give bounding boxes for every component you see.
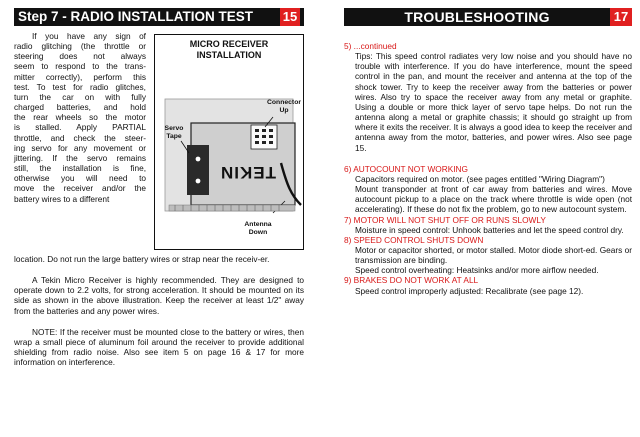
intro-line: otherwise you will need to bbox=[14, 173, 146, 184]
antenna-down-label bbox=[233, 221, 283, 237]
intro-line: If you have any sign of bbox=[32, 31, 146, 41]
item-6-text-2: Mount transponder at front of car away from batteries and wires. Move autocount pickup to a place on the track where throttle is wide open (not accelerating). If these do not fix the problem, go to new autocount system. bbox=[355, 184, 632, 215]
intro-line: throttle, and check the steer- bbox=[14, 132, 146, 143]
intro-line: jittering. If the servo remains bbox=[14, 152, 146, 163]
troubleshooting-title: TROUBLESHOOTING bbox=[404, 9, 550, 25]
antenna-label-line: Antenna bbox=[244, 221, 272, 228]
item-9 bbox=[344, 275, 632, 295]
right-page bbox=[344, 8, 632, 296]
item-6 bbox=[344, 164, 632, 215]
intro-line: test. To test for radio glitches, bbox=[14, 81, 146, 92]
item-8 bbox=[344, 235, 632, 276]
item-7-heading: 7) MOTOR WILL NOT SHUT OFF OR RUNS SLOWLY bbox=[344, 214, 546, 225]
intro-line: battery wires to a different bbox=[14, 193, 110, 204]
intro-line: charged batteries, and hold bbox=[14, 102, 146, 113]
servo-tape-label bbox=[159, 125, 189, 141]
page-number-15: 15 bbox=[280, 8, 300, 26]
receiver-drawing bbox=[155, 35, 304, 250]
item-5 bbox=[344, 41, 632, 153]
intro-line: ing servo for any movement or bbox=[14, 142, 146, 153]
item-9-heading: 9) BRAKES DO NOT WORK AT ALL bbox=[344, 275, 479, 286]
intro-line: the rear wheels so the motor bbox=[14, 112, 146, 123]
servo-label-line: Tape bbox=[166, 133, 182, 140]
item-8-text-1: Motor or capacitor shorted, or motor stalled. Motor diode short-ed. Gears or transmission are binding. bbox=[355, 244, 632, 266]
antenna-label-line: Down bbox=[248, 229, 268, 236]
illustration-title-line: INSTALLATION bbox=[196, 50, 262, 60]
item-5-heading: 5) ...continued bbox=[344, 41, 397, 51]
item-6-heading: 6) AUTOCOUNT NOT WORKING bbox=[344, 163, 469, 174]
intro-line: is stalled. Apply PARTIAL bbox=[14, 122, 146, 133]
connector-up-label bbox=[263, 99, 304, 115]
note-paragraph: NOTE: If the receiver must be mounted close to the battery or wires, then wrap a small piece of aluminum foil around the receiver to provide additional shielding from radio noise. Also see item 5 on page 16 & 17 for more information on interference. bbox=[14, 326, 304, 368]
troubleshooting-header bbox=[344, 8, 632, 26]
item-5-text: Tips: This speed control radiates very low noise and you should have no trouble with interference. If you do have interference, mount the speed control in the pan, and mount the receiver and antenna at the top of the shock tower. Try to keep the receiver away from the batteries or power wires. Also try to space the receiver away from any metal or graphite. Using a double or more thick layer of servo tape helps. Do not run the antenna along a metal or graphite chassis; it should go straight up from where it exits the receiver. It is always a good idea to keep the receiver and antenna away from the motor, batteries, and power wires. Also see page 15. bbox=[355, 51, 632, 153]
intro-line: steering does not always bbox=[14, 51, 146, 62]
item-8-text-2: Speed control overheating: Heatsinks and/or more airflow needed. bbox=[355, 265, 599, 276]
step-7-title: Step 7 - RADIO INSTALLATION TEST bbox=[18, 9, 253, 24]
chassis-edge bbox=[169, 205, 295, 211]
illustration-title-line: MICRO RECEIVER bbox=[189, 39, 269, 49]
item-7 bbox=[344, 215, 632, 235]
intro-line: radio glitching (the throttle or bbox=[14, 41, 146, 52]
connector-pins bbox=[255, 129, 273, 144]
intro-line: seem to respond to the trans- bbox=[14, 61, 146, 72]
tekin-logo bbox=[217, 163, 279, 181]
item-8-heading: 8) SPEED CONTROL SHUTS DOWN bbox=[344, 234, 484, 245]
item-9-text: Speed control improperly adjusted: Recalibrate (see page 12). bbox=[355, 285, 584, 296]
intro-line: turn the car on with fully bbox=[14, 91, 146, 102]
intro-text bbox=[14, 31, 146, 204]
intro-line: still, the installation is fine, bbox=[14, 163, 146, 174]
tape-screw-bottom bbox=[196, 179, 201, 184]
micro-receiver-paragraph: A Tekin Micro Receiver is highly recommended. They are designed to operate down to 2.2 volts, for strong acceleration. It should be mounted on its side as shown in the above illustration. Keep the receiver at least 1/2" away from the batteries and any power wires. bbox=[14, 275, 304, 316]
step-7-header bbox=[14, 8, 304, 26]
intro-section bbox=[14, 31, 304, 256]
intro-tail: location. Do not run the large battery wires or strap near the receiv-er. bbox=[14, 254, 270, 264]
connector-label-line: Connector bbox=[267, 99, 301, 106]
micro-receiver-illustration bbox=[154, 34, 304, 250]
intro-line: move the receiver and/or the bbox=[14, 183, 146, 194]
tape-screw-top bbox=[196, 157, 201, 162]
left-page bbox=[14, 8, 304, 367]
servo-label-line: Servo bbox=[164, 125, 184, 132]
servo-tape bbox=[187, 145, 209, 195]
item-7-text: Moisture in speed control: Unhook batteries and let the speed control dry. bbox=[355, 224, 624, 235]
item-6-text-1: Capacitors required on motor. (see pages entitled "Wiring Diagram") bbox=[355, 173, 605, 184]
tekin-logo-text: TEKIN bbox=[220, 163, 276, 182]
intro-line: mitter correctly), perform this bbox=[14, 71, 146, 82]
connector-label-line: Up bbox=[279, 107, 289, 114]
page-number-17: 17 bbox=[610, 8, 632, 26]
